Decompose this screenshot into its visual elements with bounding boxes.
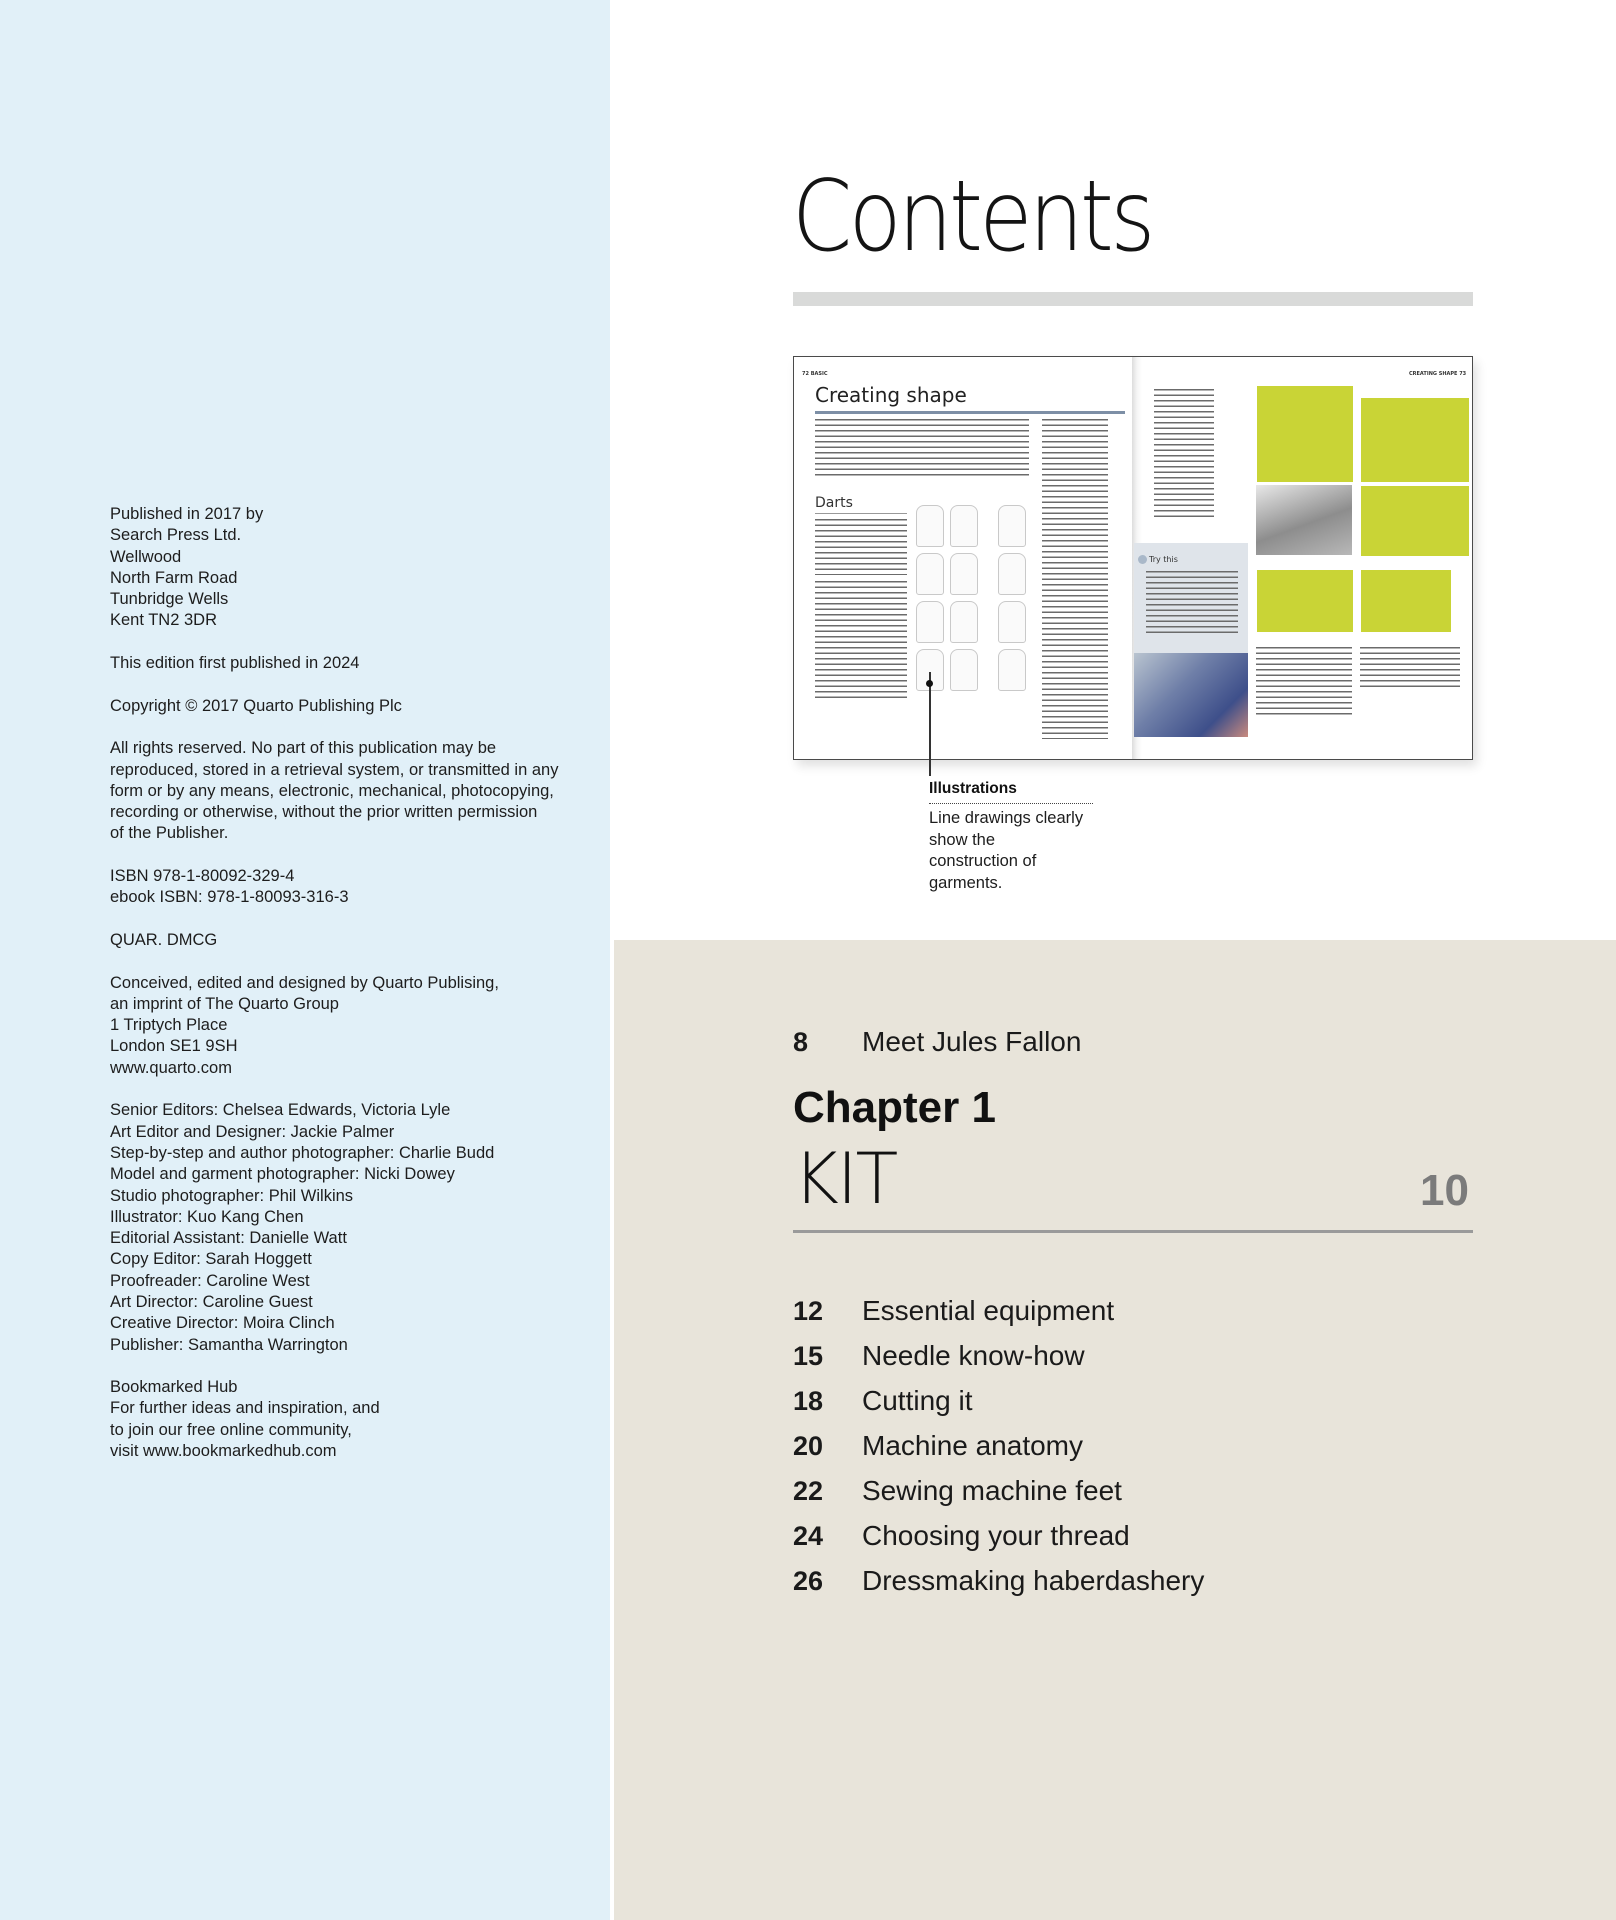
toc-entry-title: Essential equipment (862, 1295, 1115, 1326)
fabric-photo (1360, 397, 1470, 483)
chapter-label: Chapter 1 (793, 1083, 996, 1132)
rights-block (110, 738, 590, 844)
callout-line: garments. (929, 873, 1003, 892)
publisher-line: Published in 2017 by (110, 505, 264, 523)
sample-spread-image (793, 356, 1473, 760)
toc-page-number: 20 (793, 1431, 824, 1461)
toc-entry-title: Cutting it (862, 1385, 973, 1416)
sketch-illustration (916, 505, 944, 547)
chapter-name: KIT (793, 1138, 897, 1220)
sketch-illustration (998, 505, 1026, 547)
product-code: QUAR. DMCG (110, 930, 218, 949)
publisher-line: Tunbridge Wells (110, 590, 229, 609)
credit-line: Art Editor and Designer: Jackie Palmer (110, 1122, 395, 1141)
sketch-illustration (998, 601, 1026, 643)
publisher-block (110, 504, 590, 632)
spread-intro-text (815, 419, 1029, 479)
toc-entry-title: Meet Jules Fallon (862, 1026, 1082, 1057)
callout-line: Line drawings clearly (929, 809, 1084, 827)
credit-line: Creative Director: Moira Clinch (110, 1314, 335, 1333)
credit-line: Art Director: Caroline Guest (110, 1292, 313, 1311)
step-text (1360, 647, 1460, 687)
spread-body-text (815, 581, 907, 701)
sketch-illustration (950, 505, 978, 547)
spread-title-rule (815, 411, 1125, 414)
try-this-text (1146, 571, 1238, 637)
spread-header-left: 72 BASIC (802, 371, 828, 377)
callout-dotted-rule (929, 803, 1093, 804)
imprint-text (110, 504, 590, 1484)
chapter-page-number: 10 (1420, 1166, 1469, 1215)
isbn-line: ISBN 978-1-80092-329-4 (110, 867, 295, 886)
hub-line: For further ideas and inspiration, and (110, 1399, 380, 1418)
title-rule (793, 292, 1473, 306)
publisher-line: North Farm Road (110, 568, 238, 587)
conceived-line: London SE1 9SH (110, 1037, 238, 1056)
publisher-line: Kent TN2 3DR (110, 611, 217, 630)
toc-page-number: 26 (793, 1566, 824, 1596)
sketch-illustration (916, 601, 944, 643)
rights-line: of the Publisher. (110, 824, 229, 843)
toc-page-number: 22 (793, 1476, 824, 1506)
toc-entry-title: Dressmaking haberdashery (862, 1565, 1205, 1596)
toc-panel (614, 940, 1616, 1920)
rights-line: form or by any means, electronic, mechanical, photocopying, (110, 781, 554, 800)
credit-line: Publisher: Samantha Warrington (110, 1335, 348, 1354)
rights-line: recording or otherwise, without the prior written permission (110, 803, 538, 822)
callout-leader-line (929, 672, 931, 776)
isbn-block (110, 866, 590, 909)
hub-line: visit www.bookmarkedhub.com (110, 1442, 337, 1461)
fabric-photo (1360, 569, 1452, 633)
fabric-photo (1360, 485, 1470, 557)
toc-entry-title: Sewing machine feet (862, 1475, 1122, 1506)
conceived-line: Conceived, edited and designed by Quarto Publising, (110, 973, 499, 992)
sketch-illustration (916, 553, 944, 595)
sewing-photo (1134, 653, 1248, 737)
fabric-photo (1256, 569, 1354, 633)
copyright-line: Copyright © 2017 Quarto Publishing Plc (110, 696, 402, 715)
credit-line: Illustrator: Kuo Kang Chen (110, 1207, 304, 1226)
conceived-line: an imprint of The Quarto Group (110, 994, 339, 1013)
callout-title: Illustrations (929, 780, 1017, 797)
callout-line: show the (929, 830, 996, 849)
hub-line: Bookmarked Hub (110, 1378, 238, 1397)
callout-line: construction of (929, 852, 1037, 870)
callout-description (929, 808, 1119, 894)
lightbulb-icon (1138, 555, 1147, 564)
toc-entry-title: Machine anatomy (862, 1430, 1084, 1461)
rights-line: All rights reserved. No part of this publication may be (110, 739, 497, 758)
credit-line: Editorial Assistant: Danielle Watt (110, 1229, 347, 1248)
isbn-line: ebook ISBN: 978-1-80093-316-3 (110, 888, 349, 907)
credit-line: Studio photographer: Phil Wilkins (110, 1186, 354, 1205)
sketch-illustration (950, 649, 978, 691)
credit-line: Senior Editors: Chelsea Edwards, Victoria Lyle (110, 1101, 451, 1120)
toc-page-number: 8 (793, 1027, 809, 1057)
hub-block (110, 1377, 590, 1462)
page-title: Contents (792, 160, 1152, 274)
sketch-illustration (950, 553, 978, 595)
fabric-photo (1256, 385, 1354, 483)
spread-section-rule (815, 513, 907, 514)
callout-dot (926, 680, 933, 687)
spread-body-text (815, 519, 907, 575)
toc-entry-title: Needle know-how (862, 1340, 1085, 1371)
machine-photo (1256, 485, 1352, 555)
toc-page-number: 12 (793, 1296, 824, 1326)
publisher-line: Search Press Ltd. (110, 526, 242, 545)
spread-header-right: CREATING SHAPE 73 (1409, 371, 1467, 377)
credits-block (110, 1100, 590, 1356)
rights-line: reproduced, stored in a retrieval system, or transmitted in any (110, 760, 559, 779)
try-this-label: Try this (1149, 555, 1178, 564)
credit-line: Proofreader: Caroline West (110, 1271, 310, 1290)
chapter-rule (793, 1230, 1473, 1233)
publisher-line: Wellwood (110, 547, 182, 566)
hub-line: to join our free online community, (110, 1420, 352, 1439)
toc-page-number: 18 (793, 1386, 824, 1416)
sketch-illustration (998, 553, 1026, 595)
spread-column-text (1154, 389, 1214, 519)
toc-entry-title: Choosing your thread (862, 1520, 1130, 1551)
step-text (1256, 647, 1352, 717)
spread-page-title: Creating shape (815, 383, 967, 407)
edition-line: This edition first published in 2024 (110, 654, 360, 673)
toc-page-number: 24 (793, 1521, 824, 1551)
toc-page-number: 15 (793, 1341, 824, 1371)
conceived-block (110, 973, 590, 1079)
credit-line: Step-by-step and author photographer: Charlie Budd (110, 1143, 495, 1162)
conceived-line: 1 Triptych Place (110, 1016, 228, 1035)
conceived-line: www.quarto.com (110, 1058, 232, 1077)
spread-column-text (1042, 419, 1108, 739)
credit-line: Model and garment photographer: Nicki Dowey (110, 1165, 455, 1184)
sketch-illustration (998, 649, 1026, 691)
credit-line: Copy Editor: Sarah Hoggett (110, 1250, 312, 1269)
spread-section-title: Darts (815, 495, 853, 511)
sketch-illustration (950, 601, 978, 643)
